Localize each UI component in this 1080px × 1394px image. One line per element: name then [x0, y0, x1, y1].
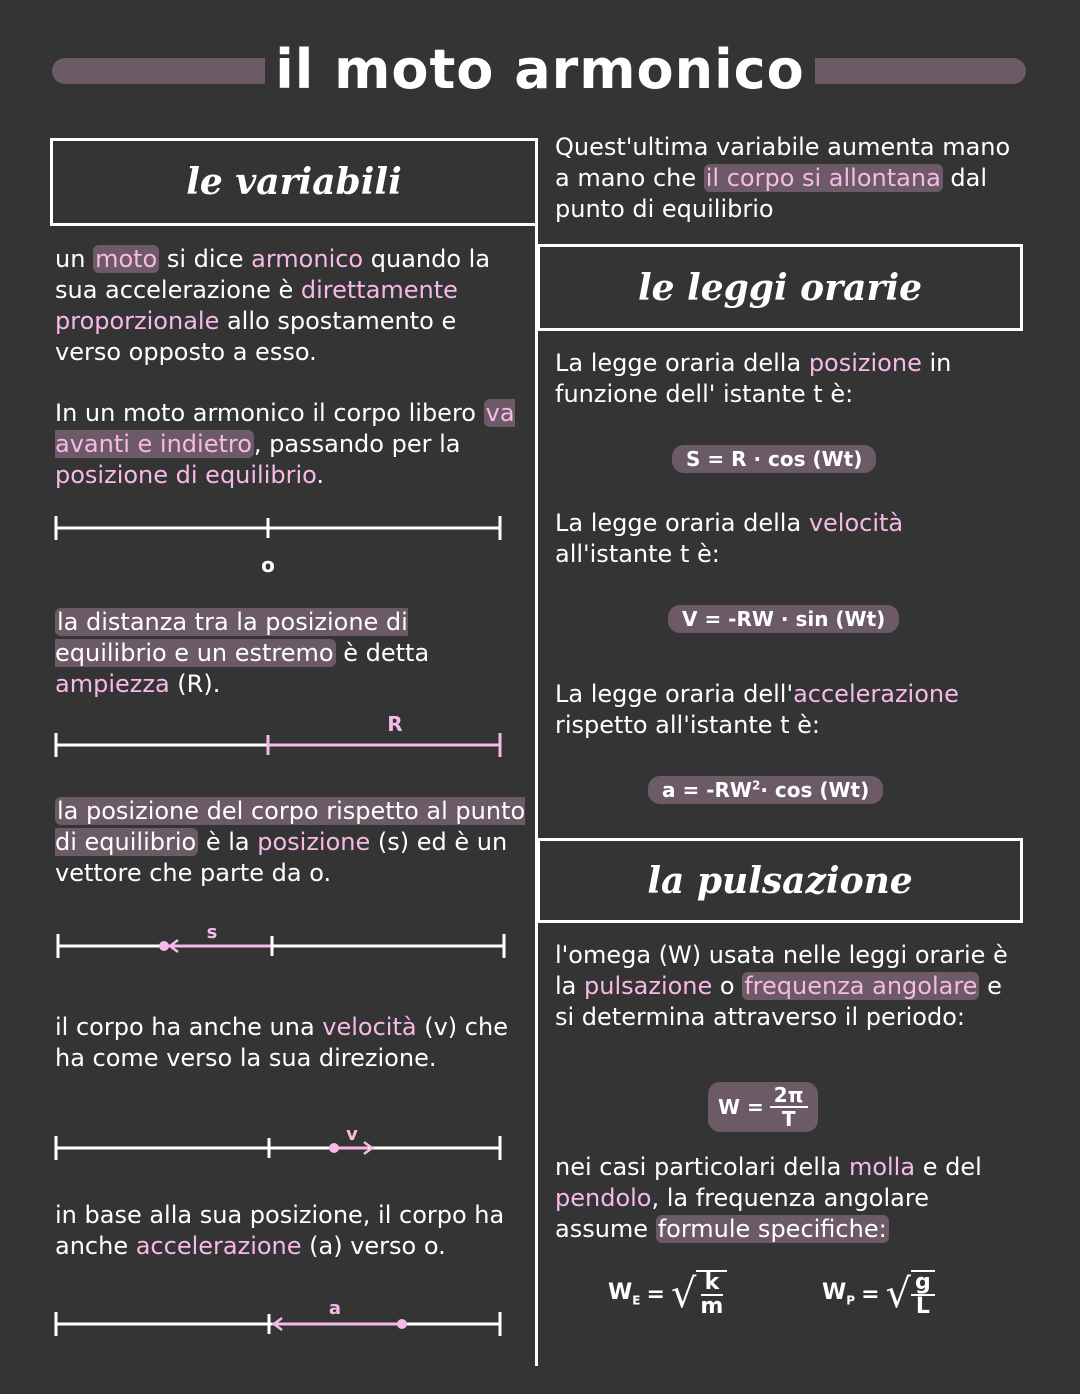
body-point: [329, 1143, 339, 1153]
formula-omega: W = $\frac{2\pi}{T}$: [708, 1082, 818, 1132]
sqrt-icon: √: [885, 1271, 912, 1317]
sqrt-icon: √: [670, 1271, 697, 1317]
diagram-position-vector: [52, 918, 512, 968]
body-point: [397, 1319, 407, 1329]
heading-le-variabili: le variabili: [50, 138, 538, 226]
paragraph-law-position: La legge oraria della posizione in funzione dell' istante t è:: [555, 349, 952, 408]
paragraph-amplitude: la distanza tra la posizione di equilibrio e un estremo è detta ampiezza (R).: [55, 608, 430, 698]
paragraph-acceleration: in base alla sua posizione, il corpo ha anche accelerazione (a) verso o.: [55, 1201, 505, 1260]
paragraph-law-acceleration: La legge oraria dell'accelerazione rispetto all'istante t è:: [555, 680, 959, 739]
label-s: s: [206, 922, 218, 943]
paragraph-velocity: il corpo ha anche una velocità (v) che ha come verso la sua direzione.: [55, 1013, 508, 1072]
formula-acceleration: $a = -RW^2\cdot \cos (Wt)$: [648, 778, 883, 802]
paragraph-special-cases: nei casi particolari della molla e del pendolo, la frequenza angolare assume formule specifiche:: [555, 1153, 982, 1243]
heading-la-pulsazione: la pulsazione: [537, 838, 1023, 923]
paragraph-position: la posizione del corpo rispetto al punto di equilibrio è la posizione (s) ed è un vettore che parte da o.: [55, 797, 526, 887]
formula-spring: $W_E$ = √ $\frac{k}{m}$: [608, 1270, 727, 1318]
label-v: v: [346, 1124, 358, 1145]
paragraph-increase: Quest'ultima variabile aumenta mano a mano che il corpo si allontana dal punto di equilibrio: [555, 133, 1011, 223]
formula-position: S = R · cos (Wt): [672, 447, 876, 471]
page-title: il moto armonico: [0, 34, 1080, 106]
paragraph-definition: un moto si dice armonico quando la sua accelerazione è direttamente proporzionale allo spostamento e verso opposto a esso.: [55, 245, 491, 366]
paragraph-law-velocity: La legge oraria della velocità all'istante t è:: [555, 509, 904, 568]
label-a: a: [328, 1298, 342, 1319]
diagram-amplitude: [50, 705, 510, 765]
paragraph-pulsation: l'omega (W) usata nelle leggi orarie è la pulsazione o frequenza angolare e si determina attraverso il periodo:: [555, 941, 1008, 1031]
heading-le-leggi-orarie: le leggi orarie: [537, 244, 1023, 331]
paragraph-back-and-forth: In un moto armonico il corpo libero va avanti e indietro, passando per la posizione di equilibrio.: [55, 399, 515, 489]
diagram-velocity: [50, 1120, 510, 1170]
diagram-acceleration: [50, 1292, 510, 1342]
formula-velocity: V = -RW · sin (Wt): [668, 607, 899, 631]
body-point: [159, 941, 169, 951]
label-r: R: [387, 712, 403, 736]
formula-pendulum: $W_P$ = √ $\frac{g}{L}$: [822, 1270, 935, 1318]
diagram-equilibrium: [50, 510, 510, 580]
label-o: o: [261, 553, 275, 577]
